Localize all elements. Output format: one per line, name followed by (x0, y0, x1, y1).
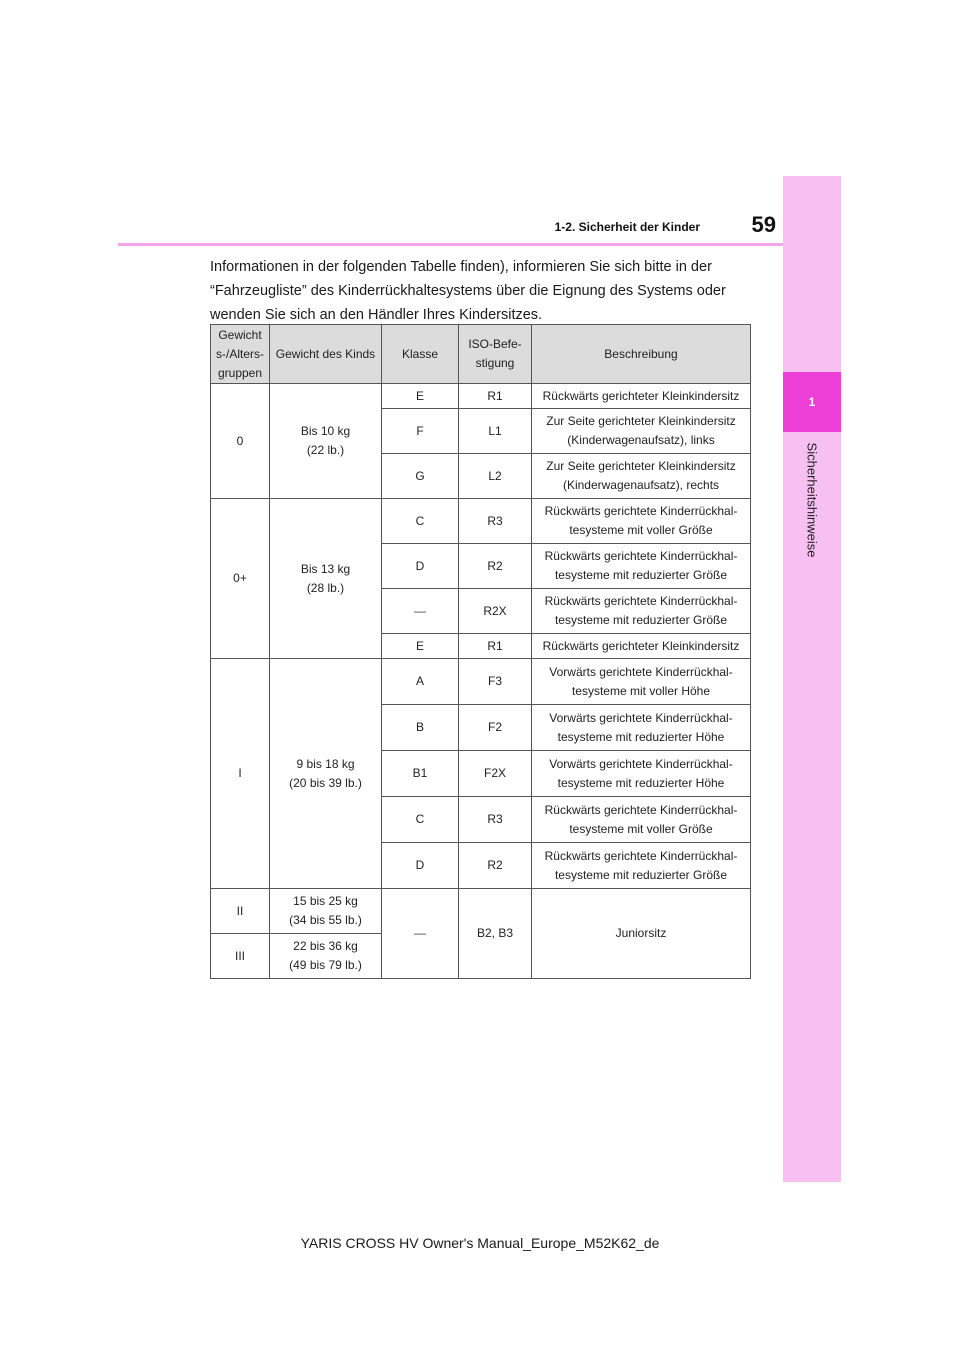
chapter-label: Sicherheitshinweise (804, 442, 820, 558)
page-number: 59 (751, 212, 776, 237)
cell-iso: F2X (459, 751, 532, 797)
cell-iso: R3 (459, 499, 532, 544)
cell-iso: F3 (459, 659, 532, 705)
cell-class-dash: — (382, 889, 459, 979)
cell-class: F (382, 409, 459, 454)
intro-line: wenden Sie sich an den Händler Ihres Kindersitzes. (210, 307, 543, 323)
cell-description: Juniorsitz (532, 889, 751, 979)
cell-class: E (382, 634, 459, 659)
header-divider (118, 243, 783, 246)
header-class: Klasse (382, 325, 459, 384)
cell-class: G (382, 454, 459, 499)
cell-description: Rückwärts gerichteter Kleinkindersitz (532, 384, 751, 409)
cell-class: B (382, 705, 459, 751)
intro-line: “Fahrzeugliste” des Kinderrückhaltesystems über die Eignung des Systems oder (210, 283, 726, 299)
cell-class: E (382, 384, 459, 409)
table-row (211, 499, 751, 544)
chapter-side-tab (783, 176, 841, 1182)
cell-description: Vorwärts gerichtete Kinderrückhal- tesysteme mit reduzierter Höhe (532, 705, 751, 751)
cell-group: 0+ (211, 499, 270, 659)
cell-group: 0 (211, 384, 270, 499)
cell-weight: 9 bis 18 kg (20 bis 39 lb.) (270, 659, 382, 889)
cell-iso: R2 (459, 544, 532, 589)
table-header-row (211, 325, 751, 384)
cell-iso: F2 (459, 705, 532, 751)
cell-description: Rückwärts gerichtete Kinderrückhal- tesysteme mit reduzierter Größe (532, 843, 751, 889)
header-group: Gewicht s-/Alters- gruppen (211, 325, 270, 384)
cell-class: D (382, 544, 459, 589)
cell-class: B1 (382, 751, 459, 797)
cell-description: Zur Seite gerichteter Kleinkindersitz (Kinderwagenaufsatz), rechts (532, 454, 751, 499)
cell-description: Rückwärts gerichteter Kleinkindersitz (532, 634, 751, 659)
header-description: Beschreibung (532, 325, 751, 384)
cell-group: I (211, 659, 270, 889)
cell-iso: R2 (459, 843, 532, 889)
section-title: 1-2. Sicherheit der Kinder (554, 220, 700, 234)
document-footer: YARIS CROSS HV Owner's Manual_Europe_M52K62_de (300, 1235, 660, 1251)
cell-iso: R1 (459, 634, 532, 659)
cell-class-dash: — (382, 589, 459, 634)
cell-iso: R2X (459, 589, 532, 634)
cell-iso: L1 (459, 409, 532, 454)
intro-paragraph (210, 255, 770, 327)
cell-iso: R1 (459, 384, 532, 409)
cell-description: Rückwärts gerichtete Kinderrückhal- tesysteme mit reduzierter Größe (532, 589, 751, 634)
intro-line: Informationen in der folgenden Tabelle finden), informieren Sie sich bitte in der (210, 259, 712, 275)
cell-description: Rückwärts gerichtete Kinderrückhal- tesysteme mit voller Größe (532, 499, 751, 544)
cell-weight: 22 bis 36 kg (49 bis 79 lb.) (270, 934, 382, 979)
header-iso: ISO-Befe- stigung (459, 325, 532, 384)
table-row (211, 384, 751, 409)
cell-weight: 15 bis 25 kg (34 bis 55 lb.) (270, 889, 382, 934)
cell-group: III (211, 934, 270, 979)
header-weight: Gewicht des Kinds (270, 325, 382, 384)
cell-iso: R3 (459, 797, 532, 843)
cell-group: II (211, 889, 270, 934)
chapter-number-badge: 1 (783, 372, 841, 432)
cell-weight: Bis 10 kg (22 lb.) (270, 384, 382, 499)
cell-class: A (382, 659, 459, 705)
cell-iso: L2 (459, 454, 532, 499)
child-seat-table (210, 324, 751, 979)
cell-description: Vorwärts gerichtete Kinderrückhal- tesysteme mit reduzierter Höhe (532, 751, 751, 797)
cell-description: Zur Seite gerichteter Kleinkindersitz (Kinderwagenaufsatz), links (532, 409, 751, 454)
cell-description: Rückwärts gerichtete Kinderrückhal- tesysteme mit reduzierter Größe (532, 544, 751, 589)
cell-class: C (382, 797, 459, 843)
cell-class: C (382, 499, 459, 544)
cell-description: Vorwärts gerichtete Kinderrückhal- tesysteme mit voller Höhe (532, 659, 751, 705)
cell-weight: Bis 13 kg (28 lb.) (270, 499, 382, 659)
cell-iso: B2, B3 (459, 889, 532, 979)
cell-class: D (382, 843, 459, 889)
table-row (211, 889, 751, 934)
cell-description: Rückwärts gerichtete Kinderrückhal- tesysteme mit voller Größe (532, 797, 751, 843)
table-row (211, 659, 751, 705)
